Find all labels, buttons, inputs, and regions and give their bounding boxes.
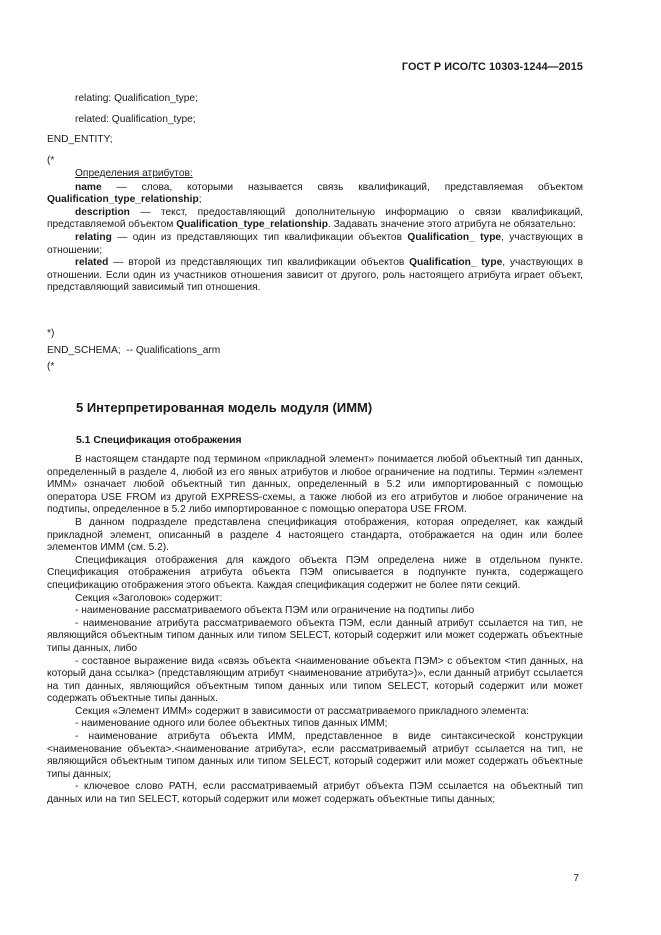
code-line: relating: Qualification_type; <box>75 93 198 104</box>
body-paragraph: В настоящем стандарте под термином «прикладной элемент» понимается любой объектный тип данных, определенный в разделе 4, любой из его явных атрибутов и любое ограничение на подтипы. Термин «элемент ИММ» означает любой объектный тип данных, определенный в 5.2 или импортированный с помощью оператора USE FROM из другой EXPRESS-схемы, а также любой из его атрибутов и любое ограничение на подтипы, определенное в 5.2 либо импортированное с помощью оператора USE FROM. <box>47 454 583 516</box>
section-body <box>47 454 583 807</box>
code-block-top <box>47 93 583 167</box>
list-item: - ключевое слово PATH, если рассматриваемый атрибут объекта ПЭМ ссылается на объектный тип данных или на тип SELECT, который содержит или может содержать объектные типы данных; <box>47 781 583 806</box>
code-line: related: Qualification_type; <box>75 113 196 125</box>
page-number: 7 <box>573 873 579 884</box>
body-paragraph: Секция «Элемент ИММ» содержит в зависимости от рассматриваемого прикладного элемента: <box>75 705 529 717</box>
attr-def-related: related — второй из представляющих тип квалификации объектов Qualification_ type, участвующих в отношении. Если один из участников отношения зависит от другого, роль настоящего атрибута играет объект, представляющий зависимый тип отношения. <box>47 257 584 294</box>
list-item: - наименование рассматриваемого объекта ПЭМ или ограничение на подтипы либо <box>75 605 475 617</box>
list-item: - наименование атрибута объекта ИММ, представленное в виде синтаксической конструкции <наименование объекта>.<наименование атрибута>, если рассматриваемый атрибут ссылается на тип, не являющийся объектным типом данных или типом SELECT, который содержит или может содержать объектные типы данных; <box>47 731 583 780</box>
list-item: - наименование одного или более объектных типов данных ИММ; <box>75 718 388 730</box>
attr-def-description: description — текст, предоставляющий дополнительную информацию о связи квалификаций, представляемой объектом Qualification_type_relationship. Задавать значение этого атрибута не обязательно: <box>47 206 583 231</box>
code-line: END_SCHEMA; -- Qualifications_arm <box>47 344 221 356</box>
list-item: - составное выражение вида «связь объекта <наименование объекта ПЭМ> с объектом <тип данных, на который дана ссылка> (представляющим атрибут <наименование атрибута>)», если данный атрибут ссылается на тип данных, являющийся объектным типом данных или типом SELECT, который содержит или может содержать объектные типы данных. <box>47 655 583 705</box>
document-id-header: ГОСТ Р ИСО/ТС 10303-1244—2015 <box>401 61 583 73</box>
code-line: (* <box>47 154 55 166</box>
attribute-definitions <box>47 168 583 295</box>
code-line: (* <box>47 361 55 373</box>
body-paragraph: В данном подразделе представлена спецификация отображения, которая определяет, как каждый прикладной элемент, описанный в разделе 4 настоящего стандарта, отображается на один или более элементов ИММ (см. 5.2). <box>47 516 583 554</box>
code-line: *) <box>47 328 55 339</box>
subsection-heading: 5.1 Спецификация отображения <box>76 435 242 446</box>
code-block-bottom <box>47 328 583 374</box>
list-item: - наименование атрибута рассматриваемого объекта ПЭМ, если данный атрибут ссылается на тип, не являющийся объектным типом данных или типом SELECT, который содержит или может содержать объектные типы данных, либо <box>47 617 583 654</box>
attr-def-relating: relating — один из представляющих тип квалификации объектов Qualification_ type, участвующих в отношении; <box>47 231 584 256</box>
section-heading: 5 Интерпретированная модель модуля (ИММ) <box>76 400 373 415</box>
attr-def-name: name — слова, которыми называется связь квалификаций, представляемая объектом Qualification_type_relationship; <box>47 181 583 206</box>
body-paragraph: Секция «Заголовок» содержит: <box>75 592 223 604</box>
attr-defs-title: Определения атрибутов: <box>75 168 193 179</box>
body-paragraph: Спецификация отображения для каждого объекта ПЭМ определена ниже в отдельном пункте. Спецификация отображения атрибута объекта ПЭМ описывается в подпункте пункта, содержащего спецификацию отображения этого объекта. Каждая спецификация содержит не более пяти секций. <box>47 554 583 591</box>
code-line: END_ENTITY; <box>47 134 113 146</box>
